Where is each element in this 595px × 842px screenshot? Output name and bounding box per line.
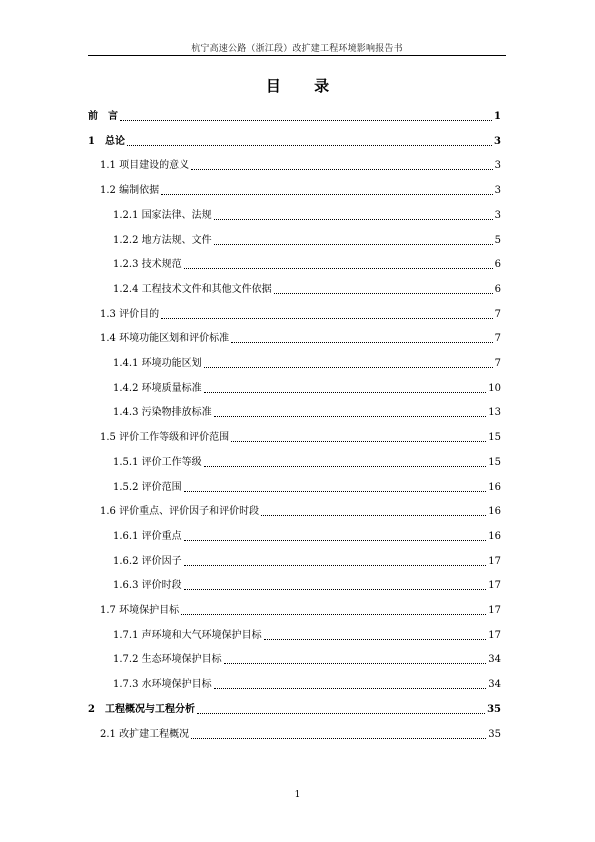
toc-entry-page: 15: [488, 456, 501, 468]
toc-entry-page: 13: [488, 407, 501, 419]
toc-entry-number: 1.1: [100, 160, 120, 172]
toc-leader-dots: [274, 293, 493, 294]
toc-leader-dots: [184, 565, 487, 566]
toc-leader-dots: [184, 491, 487, 492]
toc-leader-dots: [214, 416, 487, 417]
toc-entry-page: 34: [488, 679, 501, 691]
toc-entry-label: 工程概况与工程分析: [104, 703, 195, 715]
toc-entry-label: 环境质量标准: [141, 382, 202, 394]
page-title: 目 录: [265, 77, 344, 95]
toc-entry-number: 1.2: [100, 185, 120, 197]
toc-entry[interactable]: [88, 133, 501, 148]
toc-leader-dots: [184, 540, 487, 541]
toc-entry-number: 1.2.3: [113, 259, 142, 271]
toc-entry[interactable]: [113, 627, 501, 642]
toc-entry-label: 评价时段: [141, 580, 182, 592]
toc-leader-dots: [231, 342, 493, 343]
toc-entry-page: 34: [488, 654, 501, 666]
toc-entry[interactable]: [88, 108, 501, 123]
toc-entry[interactable]: [100, 182, 501, 197]
toc-entry-label: 环境功能区划: [141, 358, 202, 369]
toc-entry-number: 前 言: [88, 111, 118, 122]
toc-entry[interactable]: [100, 330, 501, 345]
toc-entry[interactable]: [113, 454, 501, 469]
toc-entry-page: 16: [488, 481, 501, 493]
toc-entry-page: 16: [488, 530, 501, 542]
toc-entry-number: 1.5.2: [113, 481, 142, 493]
toc-entry-page: 17: [488, 629, 501, 641]
toc-leader-dots: [161, 194, 493, 195]
toc-entry-page: 6: [494, 259, 501, 271]
toc-entry-number: 1.5.1: [113, 456, 142, 468]
toc-leader-dots: [224, 663, 487, 664]
toc-entry-label: 技术规范: [141, 259, 182, 271]
toc-entry-number: 1.4.3: [113, 407, 142, 419]
toc-entry-number: 2.1: [100, 728, 120, 740]
toc-entry-number: 1.6.3: [113, 580, 142, 592]
toc-entry[interactable]: [113, 651, 501, 666]
toc-entry-label: 污染物排放标准: [141, 407, 212, 419]
toc-entry-number: 1.2.1: [113, 209, 142, 221]
toc-entry-number: 1.2.4: [113, 283, 142, 295]
toc-entry-label: 水环境保护目标: [141, 679, 212, 691]
toc-entry[interactable]: [113, 380, 501, 395]
toc-entry-page: 3: [494, 160, 501, 172]
toc-entry[interactable]: [113, 479, 501, 494]
toc-leader-dots: [191, 738, 486, 739]
toc-entry-page: 16: [488, 506, 501, 518]
toc-entry[interactable]: [88, 701, 501, 716]
toc-entry-label: 评价目的: [119, 308, 160, 320]
toc-entry-number: 1.6.1: [113, 530, 142, 542]
toc-leader-dots: [184, 268, 493, 269]
toc-entry-page: 35: [487, 703, 501, 715]
page-number: 1: [294, 790, 301, 800]
toc-entry-page: 35: [488, 728, 501, 740]
toc-entry-label: 生态环境保护目标: [141, 654, 222, 666]
toc-entry-page: 3: [494, 135, 501, 147]
toc-entry-label: 环境保护目标: [119, 605, 180, 616]
toc-entry-page: 7: [494, 358, 501, 369]
toc-entry-number: 1.7: [100, 605, 120, 616]
toc-leader-dots: [191, 169, 493, 170]
toc-leader-dots: [161, 318, 493, 319]
toc-leader-dots: [127, 145, 492, 146]
toc-entry-number: 1.6: [100, 506, 120, 518]
toc-entry[interactable]: [113, 232, 501, 247]
toc-entry-number: 1.4.1: [113, 358, 142, 369]
toc-entry-number: 1.4.2: [113, 382, 142, 394]
running-header: 杭宁高速公路（浙江段）改扩建工程环境影响报告书: [191, 44, 403, 54]
toc-entry-label: 国家法律、法规: [141, 209, 212, 221]
toc-entry-number: 1.3: [100, 308, 120, 320]
toc-entry-page: 17: [488, 605, 501, 616]
toc-entry-label: 评价工作等级: [141, 456, 202, 468]
toc-entry-page: 6: [494, 283, 501, 295]
toc-leader-dots: [181, 614, 486, 615]
toc-entry[interactable]: [100, 503, 501, 518]
toc-entry-page: 10: [488, 382, 501, 394]
toc-entry-number: 2: [88, 703, 105, 715]
toc-entry[interactable]: [113, 577, 501, 592]
toc-entry[interactable]: [113, 553, 501, 568]
toc-entry-label: 环境功能区划和评价标准: [119, 333, 230, 345]
toc-leader-dots: [204, 466, 487, 467]
toc-entry-label: 评价重点、评价因子和评价时段: [119, 506, 260, 518]
toc-leader-dots: [204, 392, 487, 393]
toc-entry[interactable]: [113, 207, 501, 222]
toc-entry-page: 3: [494, 209, 501, 221]
toc-entry[interactable]: [113, 355, 501, 370]
toc-leader-dots: [214, 244, 493, 245]
toc-entry-label: 项目建设的意义: [119, 160, 190, 172]
toc-leader-dots: [204, 367, 493, 368]
toc-entry-label: 评价重点: [141, 530, 182, 542]
toc-entry-label: 工程技术文件和其他文件依据: [141, 283, 272, 295]
toc-leader-dots: [120, 120, 492, 121]
toc-leader-dots: [264, 639, 487, 640]
toc-entry-page: 17: [488, 580, 501, 592]
toc-entry-page: 15: [488, 432, 501, 444]
toc-entry-page: 7: [494, 308, 501, 320]
toc-entry-label: 评价工作等级和评价范围: [119, 432, 230, 444]
toc-entry-label: 地方法规、文件: [141, 234, 212, 246]
toc-entry-number: 1.4: [100, 333, 120, 345]
toc-entry[interactable]: [113, 404, 501, 419]
toc-entry[interactable]: [100, 306, 501, 321]
toc-entry-label: 声环境和大气环境保护目标: [141, 629, 262, 641]
toc-entry[interactable]: [100, 157, 501, 172]
toc-entry-page: 1: [494, 111, 501, 122]
toc-entry-page: 3: [494, 185, 501, 197]
toc-entry-number: 1.7.2: [113, 654, 142, 666]
toc-leader-dots: [214, 219, 493, 220]
toc-entry[interactable]: [100, 726, 501, 741]
toc-leader-dots: [197, 713, 485, 714]
toc-entry-page: 5: [494, 234, 501, 246]
toc-entry-number: 1.5: [100, 432, 120, 444]
toc-leader-dots: [231, 441, 486, 442]
toc-entry-number: 1.7.1: [113, 629, 142, 641]
toc-leader-dots: [214, 688, 487, 689]
toc-entry[interactable]: [113, 281, 501, 296]
toc-entry-label: 评价因子: [141, 555, 182, 567]
toc-entry-number: 1.6.2: [113, 555, 142, 567]
toc-leader-dots: [261, 515, 486, 516]
toc-entry-page: 7: [494, 333, 501, 345]
toc-entry[interactable]: [113, 256, 501, 271]
header-rule: [88, 55, 506, 56]
toc-entry-number: 1.7.3: [113, 679, 142, 691]
toc-entry-label: 总论: [104, 135, 125, 147]
toc-entry-number: 1.2.2: [113, 234, 142, 246]
toc-entry-label: 编制依据: [119, 185, 160, 197]
toc-entry[interactable]: [113, 676, 501, 691]
toc-entry[interactable]: [113, 528, 501, 543]
toc-entry[interactable]: [100, 429, 501, 444]
toc-entry-label: 评价范围: [141, 481, 182, 493]
toc-entry-page: 17: [488, 555, 501, 567]
toc-entry-label: 改扩建工程概况: [119, 728, 190, 740]
toc-entry-number: 1: [88, 135, 105, 147]
toc-leader-dots: [184, 589, 487, 590]
toc-entry[interactable]: [100, 602, 501, 617]
